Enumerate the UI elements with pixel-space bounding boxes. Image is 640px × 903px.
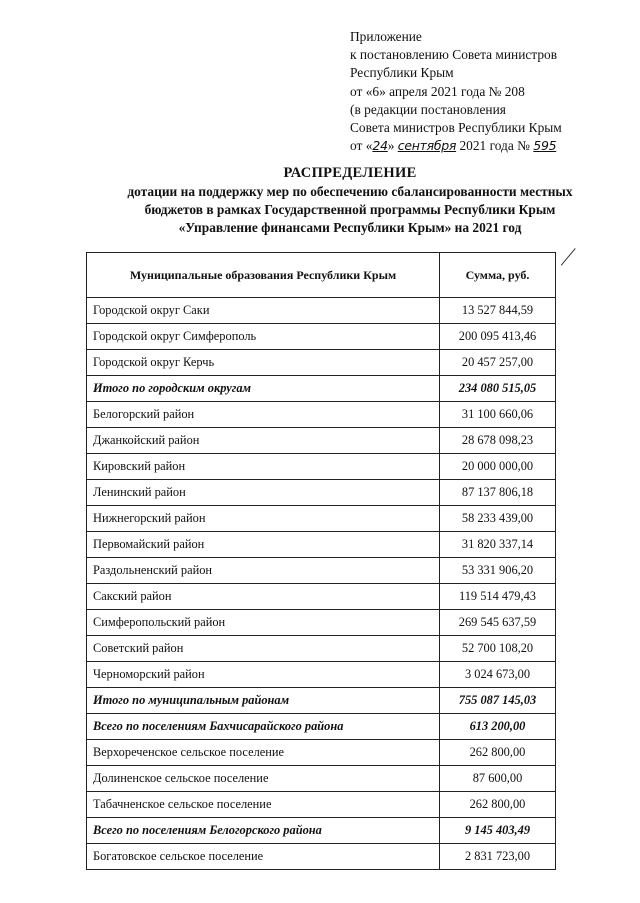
row-municipality: Черноморский район bbox=[87, 662, 440, 688]
table-header-row bbox=[87, 253, 556, 298]
appendix-date-line: от «24» сентября 2021 года № 595 bbox=[350, 138, 557, 154]
appendix-block bbox=[350, 28, 630, 155]
row-municipality: Городской округ Симферополь bbox=[87, 324, 440, 350]
row-amount: 262 800,00 bbox=[440, 792, 556, 818]
subtitle-line: бюджетов в рамках Государственной программы Республики Крым bbox=[144, 202, 556, 217]
appendix-line: от «6» апреля 2021 года № 208 bbox=[350, 83, 525, 99]
row-municipality: Сакский район bbox=[87, 584, 440, 610]
row-municipality: Ленинский район bbox=[87, 480, 440, 506]
table-row bbox=[87, 350, 556, 376]
header-municipality: Муниципальные образования Республики Крым bbox=[87, 253, 440, 298]
row-amount: 262 800,00 bbox=[440, 740, 556, 766]
row-municipality: Богатовское сельское поселение bbox=[87, 844, 440, 870]
header-amount: Сумма, руб. bbox=[440, 253, 556, 298]
row-amount: 269 545 637,59 bbox=[440, 610, 556, 636]
document-heading bbox=[60, 164, 640, 237]
row-amount: 28 678 098,23 bbox=[440, 428, 556, 454]
table-row bbox=[87, 714, 556, 740]
pen-mark bbox=[561, 248, 577, 267]
row-municipality: Всего по поселениям Белогорского района bbox=[87, 818, 440, 844]
table-row bbox=[87, 428, 556, 454]
row-municipality: Городской округ Керчь bbox=[87, 350, 440, 376]
table-row bbox=[87, 844, 556, 870]
row-amount: 31 100 660,06 bbox=[440, 402, 556, 428]
row-amount: 200 095 413,46 bbox=[440, 324, 556, 350]
row-amount: 234 080 515,05 bbox=[440, 376, 556, 402]
appendix-line: к постановлению Совета министров bbox=[350, 47, 558, 63]
row-municipality: Кировский район bbox=[87, 454, 440, 480]
table-row bbox=[87, 480, 556, 506]
row-amount: 31 820 337,14 bbox=[440, 532, 556, 558]
appendix-line: (в редакции постановления bbox=[350, 101, 506, 117]
row-municipality: Симферопольский район bbox=[87, 610, 440, 636]
row-municipality: Раздольненский район bbox=[87, 558, 440, 584]
table-row bbox=[87, 298, 556, 324]
handwritten-number: 595 bbox=[533, 138, 557, 154]
row-municipality: Белогорский район bbox=[87, 402, 440, 428]
row-municipality: Долиненское сельское поселение bbox=[87, 766, 440, 792]
table-row bbox=[87, 324, 556, 350]
row-amount: 52 700 108,20 bbox=[440, 636, 556, 662]
table-row bbox=[87, 506, 556, 532]
appendix-line: Приложение bbox=[350, 29, 422, 44]
row-amount: 3 024 673,00 bbox=[440, 662, 556, 688]
appendix-line: Республики Крым bbox=[350, 65, 454, 81]
row-municipality: Городской округ Саки bbox=[87, 298, 440, 324]
row-amount: 2 831 723,00 bbox=[440, 844, 556, 870]
row-amount: 755 087 145,03 bbox=[440, 688, 556, 714]
row-amount: 9 145 403,49 bbox=[440, 818, 556, 844]
subtitle-line: дотации на поддержку мер по обеспечению сбалансированности местных bbox=[127, 184, 573, 199]
row-municipality: Всего по поселениям Бахчисарайского района bbox=[87, 714, 440, 740]
row-municipality: Итого по муниципальным районам bbox=[87, 688, 440, 714]
row-municipality: Итого по городским округам bbox=[87, 376, 440, 402]
table-row bbox=[87, 610, 556, 636]
date-prefix: от « bbox=[350, 138, 373, 154]
document-title: РАСПРЕДЕЛЕНИЕ bbox=[283, 165, 417, 181]
table-row bbox=[87, 766, 556, 792]
handwritten-day: 24 bbox=[372, 138, 388, 154]
row-amount: 20 000 000,00 bbox=[440, 454, 556, 480]
row-municipality: Советский район bbox=[87, 636, 440, 662]
row-municipality: Первомайский район bbox=[87, 532, 440, 558]
table-row bbox=[87, 636, 556, 662]
row-amount: 58 233 439,00 bbox=[440, 506, 556, 532]
table-row bbox=[87, 818, 556, 844]
row-municipality: Верхореченское сельское поселение bbox=[87, 740, 440, 766]
distribution-table bbox=[86, 252, 556, 870]
row-municipality: Табачненское сельское поселение bbox=[87, 792, 440, 818]
appendix-line: Совета министров Республики Крым bbox=[350, 120, 562, 136]
table-row bbox=[87, 558, 556, 584]
table-row bbox=[87, 402, 556, 428]
table-row bbox=[87, 532, 556, 558]
row-amount: 53 331 906,20 bbox=[440, 558, 556, 584]
table-row bbox=[87, 740, 556, 766]
table-row bbox=[87, 376, 556, 402]
handwritten-month: сентября bbox=[397, 138, 457, 154]
table-row bbox=[87, 688, 556, 714]
row-amount: 119 514 479,43 bbox=[440, 584, 556, 610]
row-amount: 613 200,00 bbox=[440, 714, 556, 740]
row-amount: 20 457 257,00 bbox=[440, 350, 556, 376]
table-row bbox=[87, 584, 556, 610]
date-middle: 2021 года № bbox=[459, 138, 530, 154]
row-amount: 87 600,00 bbox=[440, 766, 556, 792]
table-row bbox=[87, 792, 556, 818]
subtitle-line: «Управление финансами Республики Крым» на 2021 год bbox=[178, 220, 522, 235]
row-amount: 87 137 806,18 bbox=[440, 480, 556, 506]
row-municipality: Нижнегорский район bbox=[87, 506, 440, 532]
row-amount: 13 527 844,59 bbox=[440, 298, 556, 324]
row-municipality: Джанкойский район bbox=[87, 428, 440, 454]
table-row bbox=[87, 454, 556, 480]
table-row bbox=[87, 662, 556, 688]
